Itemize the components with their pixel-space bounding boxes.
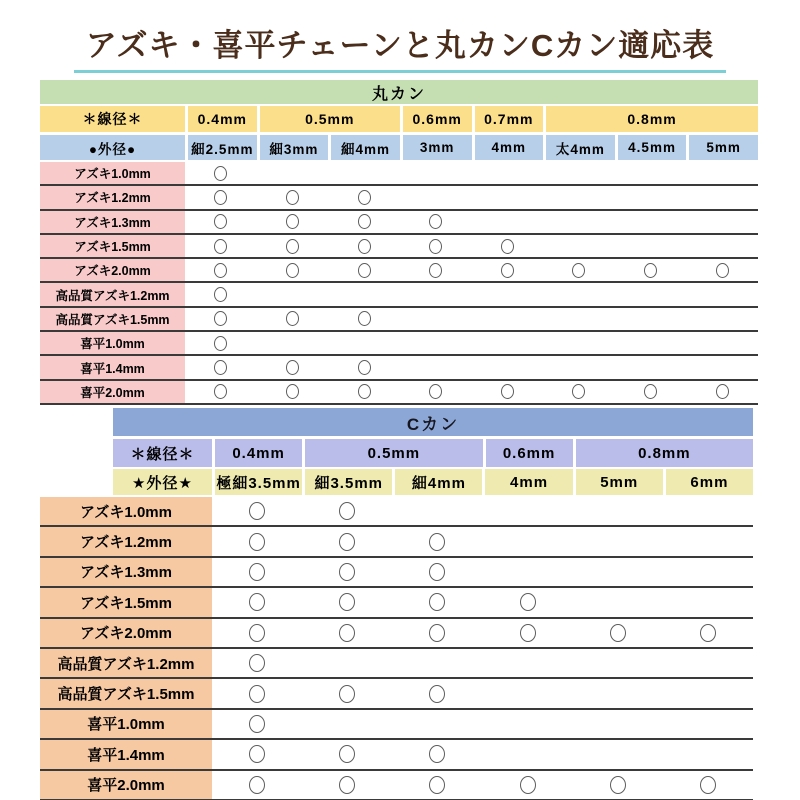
table-row (40, 710, 753, 740)
row-label: アズキ2.0mm (40, 619, 212, 647)
outer-diameter-value: 細2.5mm (185, 135, 257, 160)
compat-cell (302, 745, 392, 763)
compat-cell (392, 776, 482, 794)
row-label: アズキ2.0mm (40, 259, 185, 281)
compat-circle-mark (429, 776, 445, 794)
table-row (40, 235, 758, 259)
compat-cell (482, 593, 572, 611)
compat-cell (392, 563, 482, 581)
wire-diameter-value: 0.4mm (212, 439, 302, 467)
compat-cell (302, 624, 392, 642)
compat-circle-mark (339, 533, 355, 551)
compat-cell (302, 502, 392, 520)
table-row (40, 679, 753, 709)
compat-cell (257, 239, 329, 254)
table-row (40, 497, 753, 527)
table-row (40, 162, 758, 186)
compat-circle-mark (249, 715, 265, 733)
row-label: 喜平2.0mm (40, 381, 185, 403)
compat-cell (257, 360, 329, 375)
compat-cell (257, 263, 329, 278)
compat-cell (392, 593, 482, 611)
compat-cell (257, 384, 329, 399)
table-row (40, 740, 753, 770)
compat-circle-mark (286, 263, 299, 278)
compat-circle-mark (572, 384, 585, 399)
compat-cell (212, 624, 302, 642)
row-label: アズキ1.0mm (40, 497, 212, 525)
table-row (40, 527, 753, 557)
compat-cell (472, 239, 544, 254)
compat-cell (212, 563, 302, 581)
wire-diameter-value: 0.5mm (257, 106, 400, 132)
compat-cell (328, 190, 400, 205)
compat-cell (392, 685, 482, 703)
compat-circle-mark (214, 190, 227, 205)
table-title-maru-kan: 丸カン (40, 80, 758, 104)
compat-circle-mark (286, 239, 299, 254)
compat-circle-mark (429, 563, 445, 581)
outer-diameter-label: ●外径● (40, 135, 185, 160)
compat-cell (302, 533, 392, 551)
row-label: アズキ1.3mm (40, 211, 185, 233)
compat-circle-mark (429, 214, 442, 229)
compat-cell (663, 624, 753, 642)
compat-cell (615, 263, 687, 278)
table-c-kan (40, 408, 753, 800)
compat-cell (400, 384, 472, 399)
compat-circle-mark (358, 214, 371, 229)
table-row (40, 186, 758, 210)
compat-cell (185, 239, 257, 254)
row-label: 喜平1.4mm (40, 356, 185, 378)
compat-circle-mark (429, 745, 445, 763)
compat-circle-mark (610, 624, 626, 642)
compat-circle-mark (214, 239, 227, 254)
compat-circle-mark (249, 685, 265, 703)
compat-circle-mark (249, 563, 265, 581)
row-label: アズキ1.5mm (40, 235, 185, 257)
compat-circle-mark (520, 776, 536, 794)
compat-cell (212, 593, 302, 611)
table-maru-kan (40, 80, 758, 405)
compat-circle-mark (339, 745, 355, 763)
compat-circle-mark (358, 384, 371, 399)
outer-diameter-value: 5mm (573, 469, 663, 495)
compat-circle-mark (249, 776, 265, 794)
compat-cell (185, 384, 257, 399)
compat-circle-mark (214, 311, 227, 326)
compat-cell (212, 654, 302, 672)
wire-diameter-value: 0.8mm (543, 106, 758, 132)
wire-diameter-value: 0.6mm (400, 106, 472, 132)
compat-circle-mark (716, 384, 729, 399)
table-body (40, 497, 753, 800)
compat-circle-mark (358, 311, 371, 326)
compat-cell (212, 685, 302, 703)
compat-circle-mark (716, 263, 729, 278)
table-row (40, 308, 758, 332)
wire-diameter-value: 0.4mm (185, 106, 257, 132)
compat-circle-mark (358, 360, 371, 375)
outer-diameter-value: 細4mm (328, 135, 400, 160)
compat-circle-mark (339, 624, 355, 642)
row-label: アズキ1.5mm (40, 588, 212, 616)
table-row (40, 588, 753, 618)
compat-circle-mark (249, 624, 265, 642)
compat-cell (302, 563, 392, 581)
compat-cell (185, 360, 257, 375)
compat-cell (400, 263, 472, 278)
compat-cell (257, 190, 329, 205)
compat-circle-mark (286, 384, 299, 399)
compat-circle-mark (249, 502, 265, 520)
compat-circle-mark (429, 685, 445, 703)
row-label: 喜平2.0mm (40, 771, 212, 799)
compat-cell (185, 166, 257, 181)
table-row (40, 619, 753, 649)
compat-cell (392, 533, 482, 551)
outer-diameter-row (113, 469, 753, 495)
compat-cell (663, 776, 753, 794)
compat-circle-mark (339, 685, 355, 703)
compat-circle-mark (286, 190, 299, 205)
compat-cell (400, 239, 472, 254)
compat-circle-mark (644, 384, 657, 399)
compat-circle-mark (429, 624, 445, 642)
compat-cell (686, 263, 758, 278)
row-label: 喜平1.0mm (40, 710, 212, 738)
table-row (40, 356, 758, 380)
compat-circle-mark (520, 593, 536, 611)
compat-circle-mark (501, 263, 514, 278)
compat-cell (212, 533, 302, 551)
compat-circle-mark (214, 360, 227, 375)
table-row (40, 283, 758, 307)
compat-circle-mark (286, 360, 299, 375)
compat-cell (302, 685, 392, 703)
compat-circle-mark (214, 263, 227, 278)
table-body (40, 162, 758, 405)
outer-diameter-label: ★外径★ (113, 469, 212, 495)
compat-circle-mark (700, 624, 716, 642)
outer-diameter-value: 太4mm (543, 135, 615, 160)
wire-diameter-row (113, 439, 753, 467)
row-label: アズキ1.2mm (40, 186, 185, 208)
compat-cell (615, 384, 687, 399)
compat-cell (328, 214, 400, 229)
compat-circle-mark (429, 384, 442, 399)
wire-diameter-value: 0.5mm (302, 439, 482, 467)
table-row (40, 211, 758, 235)
compat-cell (185, 287, 257, 302)
compat-circle-mark (339, 776, 355, 794)
compat-circle-mark (339, 563, 355, 581)
compat-cell (185, 190, 257, 205)
compat-circle-mark (429, 593, 445, 611)
row-label: 高品質アズキ1.2mm (40, 649, 212, 677)
row-label: 高品質アズキ1.5mm (40, 308, 185, 330)
compat-cell (482, 776, 572, 794)
wire-diameter-value: 0.8mm (573, 439, 753, 467)
row-label: アズキ1.3mm (40, 558, 212, 586)
compat-circle-mark (214, 287, 227, 302)
row-label: 高品質アズキ1.5mm (40, 679, 212, 707)
compat-cell (472, 384, 544, 399)
compat-cell (328, 384, 400, 399)
compat-circle-mark (429, 263, 442, 278)
outer-diameter-row (40, 135, 758, 160)
row-label: アズキ1.0mm (40, 162, 185, 184)
compat-cell (573, 624, 663, 642)
compat-cell (482, 624, 572, 642)
wire-diameter-value: 0.6mm (483, 439, 573, 467)
compat-circle-mark (214, 336, 227, 351)
page-title: アズキ・喜平チェーンと丸カンCカン適応表 (74, 20, 727, 73)
wire-diameter-label: ＊線径＊ (113, 439, 212, 467)
compat-circle-mark (339, 593, 355, 611)
compat-cell (328, 239, 400, 254)
compat-cell (392, 745, 482, 763)
compat-circle-mark (286, 214, 299, 229)
compat-circle-mark (339, 502, 355, 520)
compat-circle-mark (429, 239, 442, 254)
compat-cell (400, 214, 472, 229)
compat-circle-mark (644, 263, 657, 278)
compat-circle-mark (429, 533, 445, 551)
compat-cell (257, 311, 329, 326)
compat-cell (328, 360, 400, 375)
table-title-c-kan: Cカン (113, 408, 753, 436)
compat-cell (302, 593, 392, 611)
outer-diameter-value: 極細3.5mm (212, 469, 302, 495)
compat-circle-mark (358, 263, 371, 278)
compat-cell (212, 745, 302, 763)
table-row (40, 259, 758, 283)
compat-cell (185, 336, 257, 351)
compat-circle-mark (520, 624, 536, 642)
compat-circle-mark (214, 166, 227, 181)
compat-cell (185, 311, 257, 326)
compat-cell (472, 263, 544, 278)
compat-cell (212, 715, 302, 733)
outer-diameter-value: 3mm (400, 135, 472, 160)
compat-circle-mark (214, 384, 227, 399)
compat-cell (543, 263, 615, 278)
compat-circle-mark (610, 776, 626, 794)
compat-cell (185, 214, 257, 229)
table-row (40, 332, 758, 356)
compat-cell (573, 776, 663, 794)
compat-cell (328, 263, 400, 278)
table-row (40, 381, 758, 405)
compat-cell (392, 624, 482, 642)
compat-cell (686, 384, 758, 399)
wire-diameter-row (40, 106, 758, 132)
compat-cell (212, 502, 302, 520)
compat-circle-mark (249, 593, 265, 611)
compat-circle-mark (358, 239, 371, 254)
table-row (40, 558, 753, 588)
compat-circle-mark (572, 263, 585, 278)
compat-circle-mark (286, 311, 299, 326)
compat-circle-mark (214, 214, 227, 229)
compat-circle-mark (249, 745, 265, 763)
compat-cell (185, 263, 257, 278)
compat-cell (302, 776, 392, 794)
table-row (40, 649, 753, 679)
table-row (40, 771, 753, 800)
compat-cell (328, 311, 400, 326)
outer-diameter-value: 6mm (663, 469, 753, 495)
compat-cell (543, 384, 615, 399)
compat-circle-mark (501, 384, 514, 399)
compat-cell (257, 214, 329, 229)
compat-circle-mark (358, 190, 371, 205)
outer-diameter-value: 4.5mm (615, 135, 687, 160)
outer-diameter-value: 4mm (482, 469, 572, 495)
wire-diameter-label: ＊線径＊ (40, 106, 185, 132)
compat-circle-mark (249, 654, 265, 672)
compat-circle-mark (249, 533, 265, 551)
row-label: 高品質アズキ1.2mm (40, 283, 185, 305)
row-label: アズキ1.2mm (40, 527, 212, 555)
outer-diameter-value: 5mm (686, 135, 758, 160)
outer-diameter-value: 細3mm (257, 135, 329, 160)
compat-cell (212, 776, 302, 794)
row-label: 喜平1.0mm (40, 332, 185, 354)
compat-circle-mark (700, 776, 716, 794)
outer-diameter-value: 細3.5mm (302, 469, 392, 495)
page-header (0, 0, 800, 73)
outer-diameter-value: 4mm (472, 135, 544, 160)
row-label: 喜平1.4mm (40, 740, 212, 768)
wire-diameter-value: 0.7mm (472, 106, 544, 132)
compat-circle-mark (501, 239, 514, 254)
outer-diameter-value: 細4mm (392, 469, 482, 495)
